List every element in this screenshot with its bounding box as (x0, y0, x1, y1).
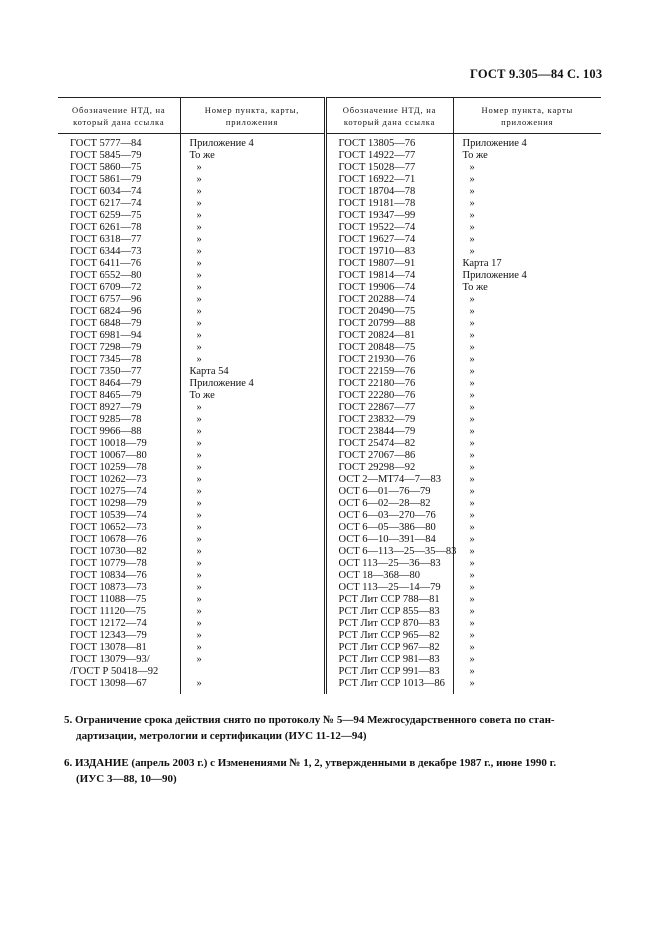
right-ref-cell: » (469, 498, 475, 509)
right-ref-cell: » (469, 306, 475, 317)
table-row (58, 450, 601, 462)
right-ref-cell: » (469, 186, 475, 197)
left-code-cell: ГОСТ 11120—75 (58, 606, 180, 618)
right-ref-cell: » (469, 570, 475, 581)
right-code-cell: ГОСТ 19710—83 (325, 246, 453, 258)
table-row (58, 558, 601, 570)
left-ref-cell: » (180, 330, 325, 342)
left-ref-cell: Карта 54 (180, 366, 325, 378)
left-ref-cell: » (180, 546, 325, 558)
left-code-cell: ГОСТ 6034—74 (58, 186, 180, 198)
right-ref-cell: » (469, 678, 475, 689)
table-row (58, 666, 601, 678)
right-ref-cell: » (469, 474, 475, 485)
left-ref-cell: То же (180, 390, 325, 402)
right-ref-cell: » (469, 546, 475, 557)
left-code-cell: ГОСТ 10652—73 (58, 522, 180, 534)
table-row (58, 438, 601, 450)
left-ref-cell: » (180, 282, 325, 294)
right-ref-cell: » (469, 450, 475, 461)
table-row (58, 270, 601, 282)
left-ref-cell: » (180, 186, 325, 198)
left-code-cell: ГОСТ 13079—93/ (58, 654, 180, 666)
right-code-cell: ОСТ 6—05—386—80 (325, 522, 453, 534)
left-ref-cell: » (180, 582, 325, 594)
right-ref-cell: » (469, 666, 475, 677)
left-ref-cell: » (180, 570, 325, 582)
table-row (58, 134, 601, 151)
table-row (58, 354, 601, 366)
table-row (58, 174, 601, 186)
right-ref-cell: Приложение 4 (462, 138, 527, 149)
right-code-cell: ГОСТ 21930—76 (325, 354, 453, 366)
right-code-cell: ГОСТ 19814—74 (325, 270, 453, 282)
right-ref-cell: » (469, 174, 475, 185)
left-ref-cell: » (180, 474, 325, 486)
table-row (58, 294, 601, 306)
right-code-cell: ГОСТ 22180—76 (325, 378, 453, 390)
right-code-cell: РСТ Лит ССР 870—83 (325, 618, 453, 630)
left-code-cell: ГОСТ 6259—75 (58, 210, 180, 222)
right-ref-cell: » (469, 198, 475, 209)
left-ref-cell: » (180, 678, 325, 694)
right-code-cell: ГОСТ 20288—74 (325, 294, 453, 306)
table-row (58, 390, 601, 402)
right-code-cell: ГОСТ 19807—91 (325, 258, 453, 270)
right-code-cell: РСТ Лит ССР 788—81 (325, 594, 453, 606)
references-table (58, 97, 601, 694)
table-row (58, 198, 601, 210)
left-ref-cell: » (180, 414, 325, 426)
left-ref-cell: » (180, 462, 325, 474)
left-code-cell: ГОСТ 6824—96 (58, 306, 180, 318)
left-code-cell: ГОСТ 12172—74 (58, 618, 180, 630)
right-code-cell: ГОСТ 20490—75 (325, 306, 453, 318)
left-ref-cell: » (180, 270, 325, 282)
right-ref-cell: То же (462, 282, 488, 293)
right-ref-cell: » (469, 378, 475, 389)
left-ref-cell: » (180, 642, 325, 654)
left-code-cell: ГОСТ 6709—72 (58, 282, 180, 294)
table-row (58, 678, 601, 694)
left-code-cell: ГОСТ 8464—79 (58, 378, 180, 390)
right-ref-cell: » (469, 642, 475, 653)
left-ref-cell: » (180, 630, 325, 642)
left-code-cell: ГОСТ 10067—80 (58, 450, 180, 462)
left-code-cell: ГОСТ 6981—94 (58, 330, 180, 342)
table-row (58, 630, 601, 642)
right-code-cell: ОСТ 113—25—36—83 (325, 558, 453, 570)
right-code-cell: ОСТ 6—10—391—84 (325, 534, 453, 546)
table-body (58, 134, 601, 695)
right-code-cell: ОСТ 6—03—270—76 (325, 510, 453, 522)
right-code-cell: РСТ Лит ССР 1013—86 (325, 678, 453, 694)
left-code-cell: ГОСТ 9285—78 (58, 414, 180, 426)
right-code-cell: РСТ Лит ССР 967—82 (325, 642, 453, 654)
table-row (58, 462, 601, 474)
left-code-cell: ГОСТ 5777—84 (58, 134, 180, 151)
table-row (58, 510, 601, 522)
table-row (58, 498, 601, 510)
table-row (58, 318, 601, 330)
note-6-line-1: 6. ИЗДАНИЕ (апрель 2003 г.) с Изменениями № 1, 2, утвержденными в декабре 1987 г., июне 1990 г. (64, 757, 557, 769)
right-ref-cell: » (469, 630, 475, 641)
right-code-cell: ГОСТ 27067—86 (325, 450, 453, 462)
right-ref-cell: » (469, 294, 475, 305)
table-row (58, 402, 601, 414)
left-ref-cell: » (180, 222, 325, 234)
table-row (58, 162, 601, 174)
right-ref-cell: » (469, 606, 475, 617)
left-code-cell: ГОСТ 5860—75 (58, 162, 180, 174)
left-code-cell: ГОСТ 6552—80 (58, 270, 180, 282)
table-row (58, 246, 601, 258)
left-code-cell: ГОСТ 10262—73 (58, 474, 180, 486)
right-ref-cell: » (469, 594, 475, 605)
table-row (58, 582, 601, 594)
table-row (58, 534, 601, 546)
table-row (58, 486, 601, 498)
left-ref-cell: Приложение 4 (180, 134, 325, 151)
right-ref-cell: » (469, 390, 475, 401)
table-row (58, 474, 601, 486)
note-6-line-2: (ИУС 3—88, 10—90) (76, 773, 177, 785)
header-right-ref: Номер пункта, карты приложения (453, 98, 601, 134)
left-code-cell: ГОСТ 6848—79 (58, 318, 180, 330)
table-header-row (58, 98, 601, 134)
right-ref-cell: » (469, 162, 475, 173)
left-code-cell: ГОСТ 10834—76 (58, 570, 180, 582)
right-ref-cell: » (469, 654, 475, 665)
right-code-cell: ГОСТ 16922—71 (325, 174, 453, 186)
left-ref-cell: » (180, 354, 325, 366)
left-ref-cell (180, 666, 325, 678)
right-code-cell: ГОСТ 22867—77 (325, 402, 453, 414)
left-ref-cell: » (180, 210, 325, 222)
table-row (58, 606, 601, 618)
right-code-cell: ГОСТ 18704—78 (325, 186, 453, 198)
right-code-cell: ГОСТ 14922—77 (325, 150, 453, 162)
table-row (58, 654, 601, 666)
right-ref-cell: Карта 17 (462, 258, 502, 269)
table-row (58, 546, 601, 558)
left-code-cell: ГОСТ 8465—79 (58, 390, 180, 402)
right-code-cell: РСТ Лит ССР 965—82 (325, 630, 453, 642)
right-code-cell: ГОСТ 13805—76 (325, 134, 453, 151)
table-row (58, 306, 601, 318)
left-ref-cell: » (180, 654, 325, 666)
right-ref-cell: » (469, 582, 475, 593)
left-ref-cell: » (180, 594, 325, 606)
right-ref-cell: » (469, 426, 475, 437)
left-ref-cell: » (180, 534, 325, 546)
left-ref-cell: » (180, 246, 325, 258)
right-code-cell: ГОСТ 19522—74 (325, 222, 453, 234)
right-ref-cell: » (469, 246, 475, 257)
right-code-cell: РСТ Лит ССР 991—83 (325, 666, 453, 678)
right-ref-cell: » (469, 330, 475, 341)
left-code-cell: ГОСТ 6344—73 (58, 246, 180, 258)
left-ref-cell: » (180, 558, 325, 570)
left-ref-cell: » (180, 342, 325, 354)
right-code-cell: ГОСТ 22280—76 (325, 390, 453, 402)
right-code-cell: ОСТ 6—01—76—79 (325, 486, 453, 498)
left-code-cell: ГОСТ 6261—78 (58, 222, 180, 234)
table-row (58, 342, 601, 354)
table-row (58, 366, 601, 378)
right-code-cell: ГОСТ 20824—81 (325, 330, 453, 342)
table-row (58, 330, 601, 342)
right-code-cell: ОСТ 18—368—80 (325, 570, 453, 582)
left-code-cell: ГОСТ 6217—74 (58, 198, 180, 210)
left-ref-cell: » (180, 522, 325, 534)
right-code-cell: ГОСТ 19347—99 (325, 210, 453, 222)
left-code-cell: ГОСТ 12343—79 (58, 630, 180, 642)
right-code-cell: ОСТ 6—02—28—82 (325, 498, 453, 510)
left-ref-cell: » (180, 606, 325, 618)
header-left-ref: Номер пункта, карты, приложения (180, 98, 325, 134)
note-5-line-2: дартизации, метрологии и сертификации (ИУС 11-12—94) (76, 730, 367, 742)
left-ref-cell: » (180, 294, 325, 306)
right-ref-cell: » (469, 342, 475, 353)
left-ref-cell: » (180, 450, 325, 462)
table-row (58, 234, 601, 246)
left-ref-cell: Приложение 4 (180, 378, 325, 390)
right-code-cell: ГОСТ 23844—79 (325, 426, 453, 438)
right-code-cell: ОСТ 113—25—14—79 (325, 582, 453, 594)
right-code-cell: ОСТ 2—МТ74—7—83 (325, 474, 453, 486)
left-ref-cell: » (180, 438, 325, 450)
right-code-cell: ГОСТ 29298—92 (325, 462, 453, 474)
right-code-cell: ОСТ 6—113—25—35—83 (325, 546, 453, 558)
left-code-cell: ГОСТ 9966—88 (58, 426, 180, 438)
table-row (58, 186, 601, 198)
right-code-cell: ГОСТ 19181—78 (325, 198, 453, 210)
table-row (58, 594, 601, 606)
right-code-cell: ГОСТ 19906—74 (325, 282, 453, 294)
right-code-cell: ГОСТ 23832—79 (325, 414, 453, 426)
right-ref-cell: » (469, 234, 475, 245)
left-ref-cell: » (180, 402, 325, 414)
right-code-cell: РСТ Лит ССР 981—83 (325, 654, 453, 666)
left-ref-cell: » (180, 234, 325, 246)
left-ref-cell: » (180, 510, 325, 522)
right-ref-cell: » (469, 522, 475, 533)
right-code-cell: ГОСТ 19627—74 (325, 234, 453, 246)
right-code-cell: ГОСТ 20799—88 (325, 318, 453, 330)
right-ref-cell: » (469, 366, 475, 377)
left-code-cell: ГОСТ 5845—79 (58, 150, 180, 162)
right-code-cell: РСТ Лит ССР 855—83 (325, 606, 453, 618)
left-code-cell: ГОСТ 13078—81 (58, 642, 180, 654)
right-ref-cell: » (469, 402, 475, 413)
left-ref-cell: » (180, 258, 325, 270)
right-ref-cell: » (469, 486, 475, 497)
table-row (58, 222, 601, 234)
left-code-cell: ГОСТ 7350—77 (58, 366, 180, 378)
table-row (58, 378, 601, 390)
right-ref-cell: » (469, 318, 475, 329)
left-code-cell: ГОСТ 10259—78 (58, 462, 180, 474)
right-code-cell: ГОСТ 25474—82 (325, 438, 453, 450)
header-left-code: Обозначение НТД, на который дана ссылка (58, 98, 180, 134)
left-ref-cell: » (180, 498, 325, 510)
table-row (58, 150, 601, 162)
left-code-cell: ГОСТ 6411—76 (58, 258, 180, 270)
right-code-cell: ГОСТ 15028—77 (325, 162, 453, 174)
right-ref-cell: » (469, 414, 475, 425)
right-ref-cell: То же (462, 150, 488, 161)
right-ref-cell: » (469, 222, 475, 233)
left-code-cell: ГОСТ 10298—79 (58, 498, 180, 510)
left-code-cell: ГОСТ 10678—76 (58, 534, 180, 546)
right-ref-cell: » (469, 558, 475, 569)
left-code-cell: ГОСТ 8927—79 (58, 402, 180, 414)
note-5 (64, 712, 604, 744)
left-ref-cell: » (180, 174, 325, 186)
left-ref-cell: » (180, 198, 325, 210)
table-row (58, 642, 601, 654)
left-code-cell: ГОСТ 7298—79 (58, 342, 180, 354)
table-row (58, 282, 601, 294)
left-code-cell: ГОСТ 10873—73 (58, 582, 180, 594)
left-code-cell: ГОСТ 6318—77 (58, 234, 180, 246)
left-ref-cell: » (180, 306, 325, 318)
page-header: ГОСТ 9.305—84 С. 103 (470, 67, 603, 81)
right-ref-cell: » (469, 510, 475, 521)
table-row (58, 522, 601, 534)
table-row (58, 258, 601, 270)
left-code-cell: ГОСТ 5861—79 (58, 174, 180, 186)
left-code-cell: ГОСТ 10275—74 (58, 486, 180, 498)
table-row (58, 414, 601, 426)
left-ref-cell: То же (180, 150, 325, 162)
right-ref-cell: » (469, 354, 475, 365)
left-ref-cell: » (180, 162, 325, 174)
left-code-cell: ГОСТ 13098—67 (58, 678, 180, 694)
note-5-line-1: 5. Ограничение срока действия снято по протоколу № 5—94 Межгосударственного совета по стан- (64, 714, 555, 726)
note-6 (64, 755, 604, 787)
right-ref-cell: » (469, 438, 475, 449)
left-ref-cell: » (180, 618, 325, 630)
left-code-cell: ГОСТ 11088—75 (58, 594, 180, 606)
left-code-cell: ГОСТ 10779—78 (58, 558, 180, 570)
table-row (58, 210, 601, 222)
right-ref-cell: » (469, 534, 475, 545)
left-ref-cell: » (180, 426, 325, 438)
left-code-cell: /ГОСТ Р 50418—92 (58, 666, 180, 678)
right-ref-cell: » (469, 210, 475, 221)
right-code-cell: ГОСТ 20848—75 (325, 342, 453, 354)
right-code-cell: ГОСТ 22159—76 (325, 366, 453, 378)
left-ref-cell: » (180, 486, 325, 498)
header-right-code: Обозначение НТД, на который дана ссылка (325, 98, 453, 134)
right-ref-cell: Приложение 4 (462, 270, 527, 281)
left-ref-cell: » (180, 318, 325, 330)
table-row (58, 618, 601, 630)
left-code-cell: ГОСТ 10539—74 (58, 510, 180, 522)
left-code-cell: ГОСТ 6757—96 (58, 294, 180, 306)
left-code-cell: ГОСТ 7345—78 (58, 354, 180, 366)
table-row (58, 426, 601, 438)
right-ref-cell: » (469, 462, 475, 473)
left-code-cell: ГОСТ 10730—82 (58, 546, 180, 558)
left-code-cell: ГОСТ 10018—79 (58, 438, 180, 450)
right-ref-cell: » (469, 618, 475, 629)
table-row (58, 570, 601, 582)
